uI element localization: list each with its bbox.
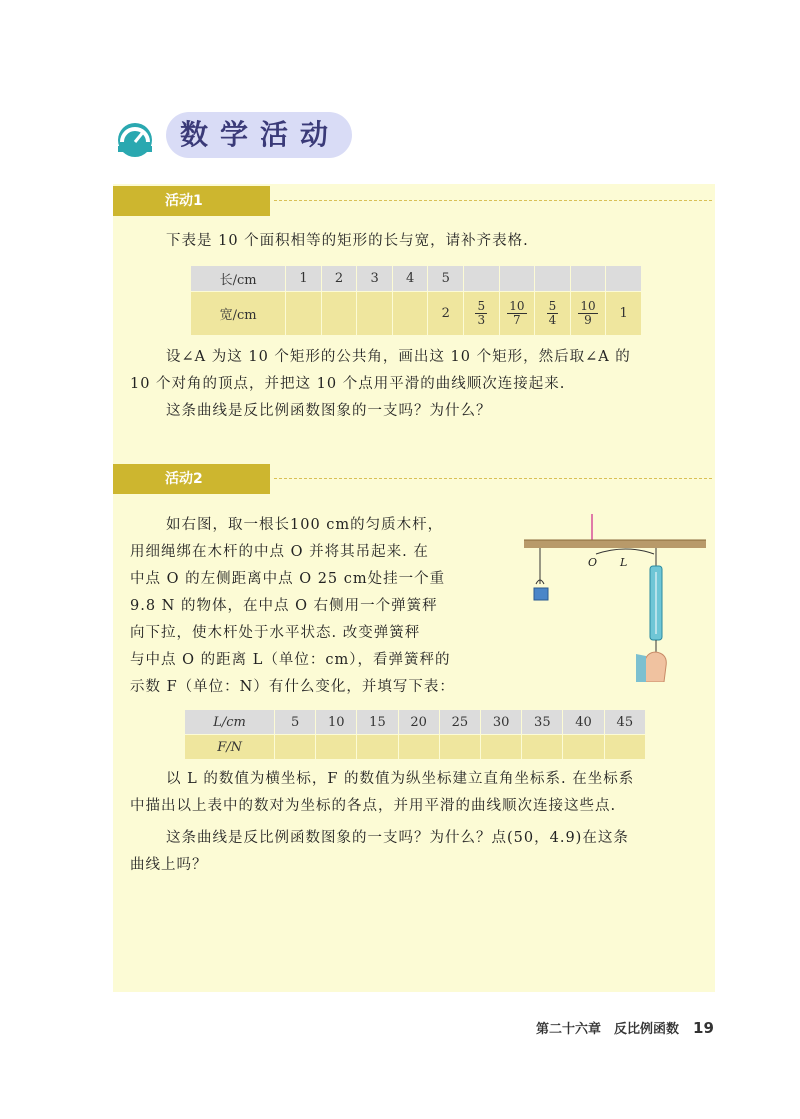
table-cell bbox=[357, 735, 398, 760]
point-o-label: O bbox=[588, 556, 598, 569]
table-cell bbox=[464, 266, 500, 292]
table-cell: 2 bbox=[321, 266, 357, 292]
activity2-text: 与中点 O 的距离 L（单位：cm），看弹簧秤的 bbox=[130, 652, 451, 668]
table-label: 宽/cm bbox=[191, 292, 286, 336]
activity2-text: 用细绳绑在木杆的中点 O 并将其吊起来. 在 bbox=[130, 544, 429, 560]
activity1-text: 10 个对角的顶点，并把这 10 个点用平滑的曲线顺次连接起来. bbox=[130, 376, 566, 392]
table-cell: 20 bbox=[398, 710, 439, 735]
activity2-question: 这条曲线是反比例函数图象的一支吗？为什么？点(50，4.9)在这条 bbox=[166, 830, 629, 846]
activity1-intro: 下表是 10 个面积相等的矩形的长与宽，请补齐表格. bbox=[166, 233, 529, 249]
table-cell: 35 bbox=[522, 710, 563, 735]
page-footer bbox=[536, 1018, 714, 1037]
divider bbox=[274, 478, 712, 479]
table-cell: 10 bbox=[316, 710, 357, 735]
table-label: L/cm bbox=[185, 710, 275, 735]
page-number: 19 bbox=[693, 1019, 714, 1037]
table-cell: 3 bbox=[357, 266, 393, 292]
table-label: F/N bbox=[185, 735, 275, 760]
activity2-text: 向下拉，使木杆处于水平状态. 改变弹簧秤 bbox=[130, 625, 421, 641]
table-cell: 25 bbox=[439, 710, 480, 735]
table-label: 长/cm bbox=[191, 266, 286, 292]
table-cell: 1 bbox=[606, 292, 642, 336]
gauge-icon bbox=[112, 116, 158, 158]
table-cell: 5 bbox=[428, 266, 464, 292]
divider bbox=[274, 200, 712, 201]
force-table bbox=[184, 709, 646, 760]
table-cell: 15 bbox=[357, 710, 398, 735]
lever-diagram bbox=[514, 514, 706, 682]
table-cell bbox=[275, 735, 316, 760]
table-cell: 1 bbox=[286, 266, 322, 292]
activity1-tab: 活动1 bbox=[113, 186, 270, 216]
table-cell: 2 bbox=[428, 292, 464, 336]
activity2-text: 9.8 N 的物体，在中点 O 右侧用一个弹簧秤 bbox=[130, 598, 438, 614]
table-cell bbox=[357, 292, 393, 336]
activity2-text: 中描出以上表中的数对为坐标的各点，并用平滑的曲线顺次连接这些点. bbox=[130, 798, 617, 814]
table-cell bbox=[439, 735, 480, 760]
table-cell: 4 bbox=[392, 266, 428, 292]
table-cell: 45 bbox=[604, 710, 645, 735]
table-cell bbox=[604, 735, 645, 760]
table-cell bbox=[606, 266, 642, 292]
table-cell bbox=[481, 735, 522, 760]
table-cell bbox=[522, 735, 563, 760]
page-title: 数学活动 bbox=[180, 118, 341, 151]
rect-table bbox=[190, 265, 642, 336]
length-l-label: L bbox=[620, 556, 628, 569]
activity2-text: 以 L 的数值为横坐标，F 的数值为纵坐标建立直角坐标系. 在坐标系 bbox=[166, 771, 635, 787]
activity2-tab: 活动2 bbox=[113, 464, 270, 494]
table-cell: $\frac{10}{7}$ bbox=[499, 292, 535, 336]
table-cell: $\frac{5}{3}$ bbox=[464, 292, 500, 336]
table-cell bbox=[398, 735, 439, 760]
table-cell bbox=[286, 292, 322, 336]
activity2-text: 中点 O 的左侧距离中点 O 25 cm处挂一个重 bbox=[130, 571, 446, 587]
table-cell: 30 bbox=[481, 710, 522, 735]
table-cell bbox=[535, 266, 571, 292]
table-cell: $\frac{10}{9}$ bbox=[570, 292, 606, 336]
activity2-text: 如右图，取一根长100 cm的匀质木杆， bbox=[166, 517, 444, 533]
table-cell bbox=[316, 735, 357, 760]
table-cell: $\frac{5}{4}$ bbox=[535, 292, 571, 336]
table-cell: 5 bbox=[275, 710, 316, 735]
activity2-question: 曲线上吗？ bbox=[130, 857, 208, 873]
table-cell bbox=[392, 292, 428, 336]
chapter-title: 第二十六章 反比例函数 bbox=[536, 1022, 680, 1037]
table-cell bbox=[563, 735, 604, 760]
table-cell bbox=[321, 292, 357, 336]
activity1-text: 设∠A 为这 10 个矩形的公共角，画出这 10 个矩形，然后取∠A 的 bbox=[166, 349, 631, 365]
table-cell bbox=[570, 266, 606, 292]
activity1-question: 这条曲线是反比例函数图象的一支吗？为什么？ bbox=[166, 403, 492, 419]
table-cell bbox=[499, 266, 535, 292]
table-cell: 40 bbox=[563, 710, 604, 735]
activity2-text: 示数 F（单位：N）有什么变化，并填写下表： bbox=[130, 679, 455, 695]
